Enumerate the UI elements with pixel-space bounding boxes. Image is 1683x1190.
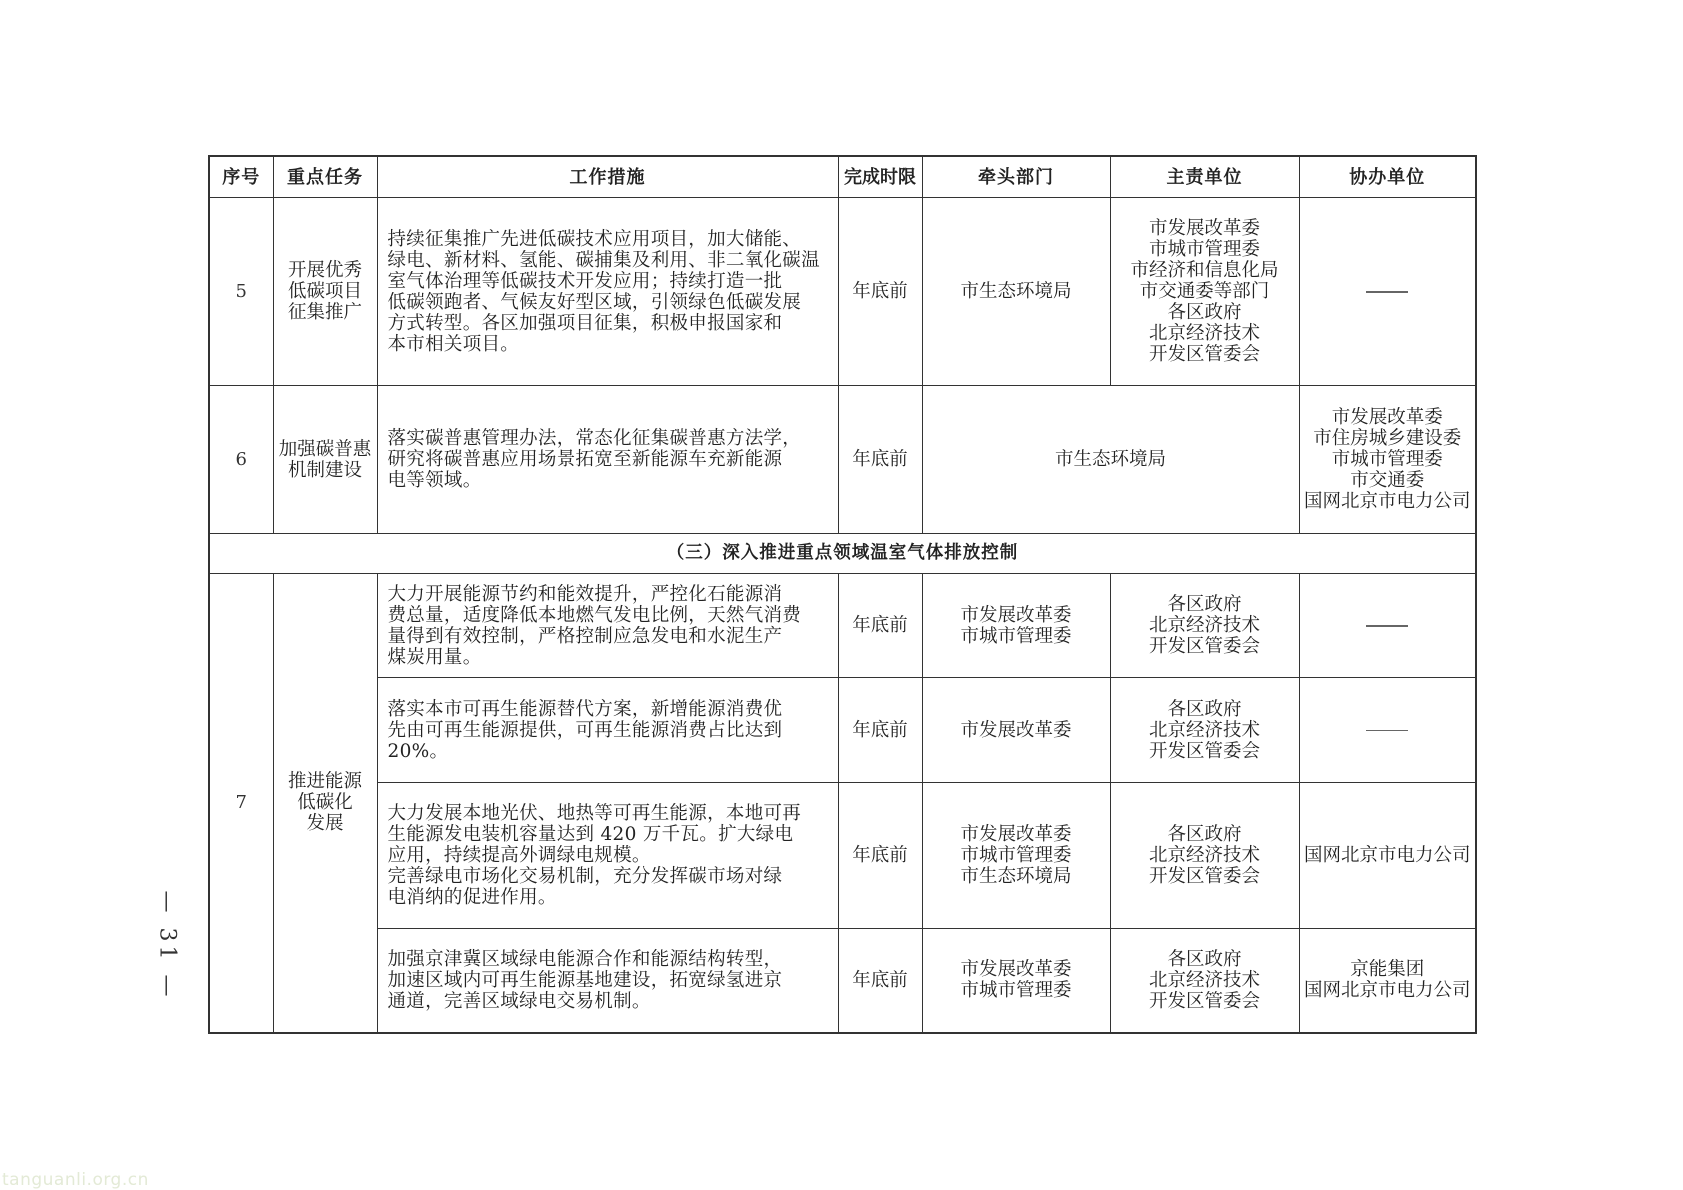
row-number: 5 [209,198,273,386]
lead-department: 市生态环境局 [922,198,1110,386]
responsible-units: 各区政府 北京经济技术 开发区管委会 [1110,783,1299,929]
assist-units [1299,574,1476,678]
header-lead: 牵头部门 [922,156,1110,198]
table-row [209,783,1476,929]
responsible-units: 市发展改革委 市城市管理委 市经济和信息化局 市交通委等部门 各区政府 北京经济技术 开发区管委会 [1110,198,1299,386]
work-measure: 大力发展本地光伏、地热等可再生能源，本地可再 生能源发电装机容量达到 420 万千瓦。扩大绿电 应用，持续提高外调绿电规模。 完善绿电市场化交易机制，充分发挥碳市场对绿 电消纳的促进作用。 [377,783,838,929]
table-row [209,574,1476,678]
task-name: 推进能源 低碳化 发展 [273,574,377,1033]
task-name: 开展优秀 低碳项目 征集推广 [273,198,377,386]
row-number: 6 [209,386,273,534]
lead-department: 市发展改革委 市城市管理委 [922,574,1110,678]
work-measure: 落实碳普惠管理办法，常态化征集碳普惠方法学， 研究将碳普惠应用场景拓宽至新能源车充新能源 电等领域。 [377,386,838,534]
assist-units: 市发展改革委 市住房城乡建设委 市城市管理委 市交通委 国网北京市电力公司 [1299,386,1476,534]
header-task: 重点任务 [273,156,377,198]
assist-units [1299,198,1476,386]
table-row [209,198,1476,386]
assist-units [1299,678,1476,783]
row-number: 7 [209,574,273,1033]
lead-department: 市发展改革委 [922,678,1110,783]
lead-and-responsible: 市生态环境局 [922,386,1299,534]
lead-department: 市发展改革委 市城市管理委 市生态环境局 [922,783,1110,929]
task-table [208,155,1477,1034]
work-measure: 加强京津冀区域绿电能源合作和能源结构转型， 加速区域内可再生能源基地建设，拓宽绿氢进京 通道，完善区域绿电交易机制。 [377,929,838,1033]
table-row [209,386,1476,534]
task-name: 加强碳普惠 机制建设 [273,386,377,534]
work-measure: 持续征集推广先进低碳技术应用项目，加大储能、 绿电、新材料、氢能、碳捕集及利用、非二氧化碳温 室气体治理等低碳技术开发应用；持续打造一批 低碳领跑者、气候友好型区域，引领绿色低碳发展 方式转型。各区加强项目征集，积极申报国家和 本市相关项目。 [377,198,838,386]
table-row [209,678,1476,783]
header-responsible: 主责单位 [1110,156,1299,198]
assist-units: 国网北京市电力公司 [1299,783,1476,929]
assist-units: 京能集团 国网北京市电力公司 [1299,929,1476,1033]
lead-department: 市发展改革委 市城市管理委 [922,929,1110,1033]
work-measure: 大力开展能源节约和能效提升，严控化石能源消 费总量，适度降低本地燃气发电比例，天然气消费 量得到有效控制，严格控制应急发电和水泥生产 煤炭用量。 [377,574,838,678]
deadline: 年底前 [838,783,922,929]
work-measure: 落实本市可再生能源替代方案，新增能源消费优 先由可再生能源提供，可再生能源消费占比达到 20%。 [377,678,838,783]
deadline: 年底前 [838,386,922,534]
responsible-units: 各区政府 北京经济技术 开发区管委会 [1110,574,1299,678]
header-no: 序号 [209,156,273,198]
page-number: — 31 — [154,890,180,1000]
none-dash [1366,730,1408,732]
deadline: 年底前 [838,198,922,386]
header-assist: 协办单位 [1299,156,1476,198]
responsible-units: 各区政府 北京经济技术 开发区管委会 [1110,929,1299,1033]
none-dash [1366,291,1408,293]
watermark: tanguanli.org.cn [2,1170,149,1190]
section-heading-row [209,534,1476,574]
header-measure: 工作措施 [377,156,838,198]
none-dash [1366,625,1408,627]
deadline: 年底前 [838,678,922,783]
header-row [209,156,1476,198]
deadline: 年底前 [838,929,922,1033]
deadline: 年底前 [838,574,922,678]
header-deadline: 完成时限 [838,156,922,198]
section-heading: （三）深入推进重点领域温室气体排放控制 [209,534,1476,574]
responsible-units: 各区政府 北京经济技术 开发区管委会 [1110,678,1299,783]
table-row [209,929,1476,1033]
